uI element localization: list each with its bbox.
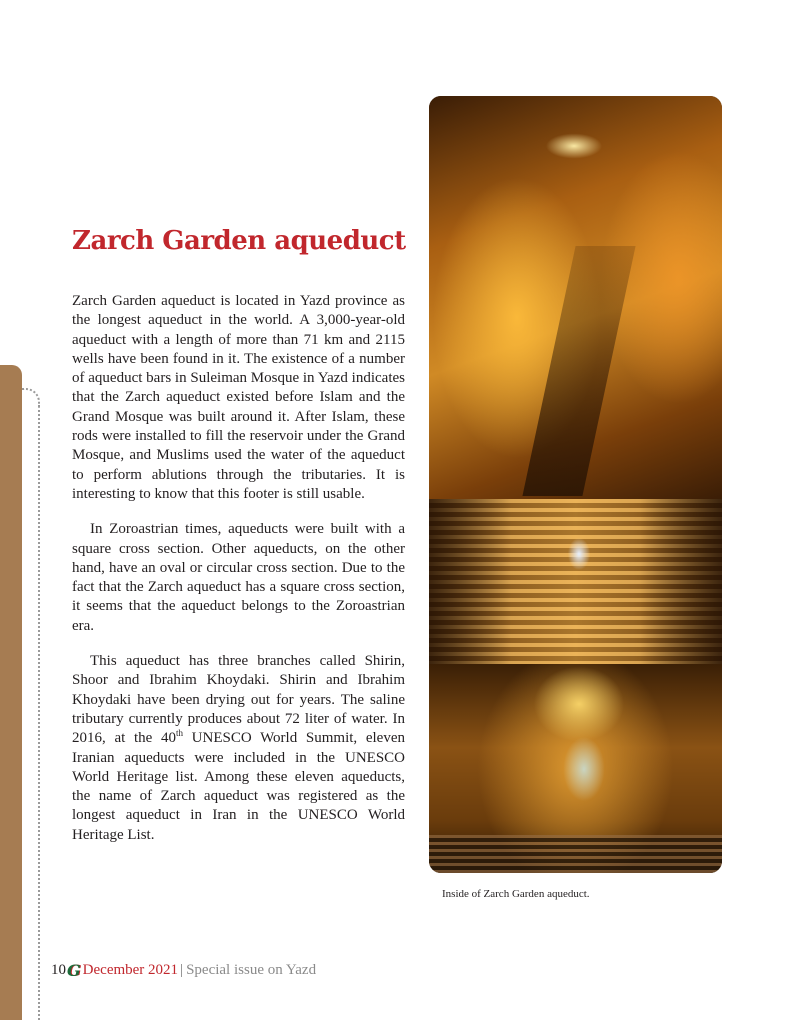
paragraph-3 <box>72 652 405 845</box>
aqueduct-stairs-photo <box>429 499 722 664</box>
paragraph-3-part-2: UNESCO World Summit, eleven Iranian aqueducts were included in the UNESCO World Heritage list. Among these eleven aqueducts, the name of Zarch aqueduct was registered as the longest aqueduct in Iran in the UNESCO World Heritage List. <box>72 730 405 843</box>
footer-date: December 2021 <box>82 962 179 978</box>
paragraph-1: Zarch Garden aqueduct is located in Yazd province as the longest aqueduct in the world. A 3,000-year-old aqueduct with a length of more than 71 km and 2115 wells have been found in it. The existence of a number of aqueduct bars in Suleiman Mosque in Yazd indicates that the Zarch aqueduct existed before Islam and the Grand Mosque was built around it. After Islam, these rods were installed to fill the reservoir under the Grand Mosque, and Muslims used the water of the aqueduct to perform ablutions through the tributaries. It is interesting to know that this footer is still usable. <box>72 293 405 502</box>
aqueduct-chamber-photo <box>429 664 722 873</box>
aqueduct-photo-strip <box>429 96 722 873</box>
page-footer <box>51 961 316 980</box>
footer-separator: | <box>180 962 184 978</box>
page-number: 10 <box>51 962 66 978</box>
dotted-guide-line <box>38 405 40 1020</box>
aqueduct-tunnel-photo <box>429 96 722 499</box>
ordinal-superscript: th <box>175 728 183 739</box>
paragraph-3-part-1: This aqueduct has three branches called Shirin, Shoor and Ibrahim Khoydaki. Shirin and Ibrahim Khoydaki have been drying out for years. The saline tributary currently produces about 72 liter of water. In 2016, at the 40 <box>72 653 405 747</box>
footer-issue: Special issue on Yazd <box>186 962 317 978</box>
photo-caption: Inside of Zarch Garden aqueduct. <box>442 888 590 900</box>
article-body <box>72 292 405 861</box>
article-title: Zarch Garden aqueduct <box>72 226 406 256</box>
side-decor-band <box>0 365 22 1020</box>
paragraph-2: In Zoroastrian times, aqueducts were built with a square cross section. Other aqueducts, on the other hand, have an oval or circular cross section. Due to the fact that the Zarch aqueduct has a square cross section, it seems that the aqueduct belongs to the Zoroastrian era. <box>72 521 405 634</box>
magazine-logo-icon: G <box>67 961 81 980</box>
